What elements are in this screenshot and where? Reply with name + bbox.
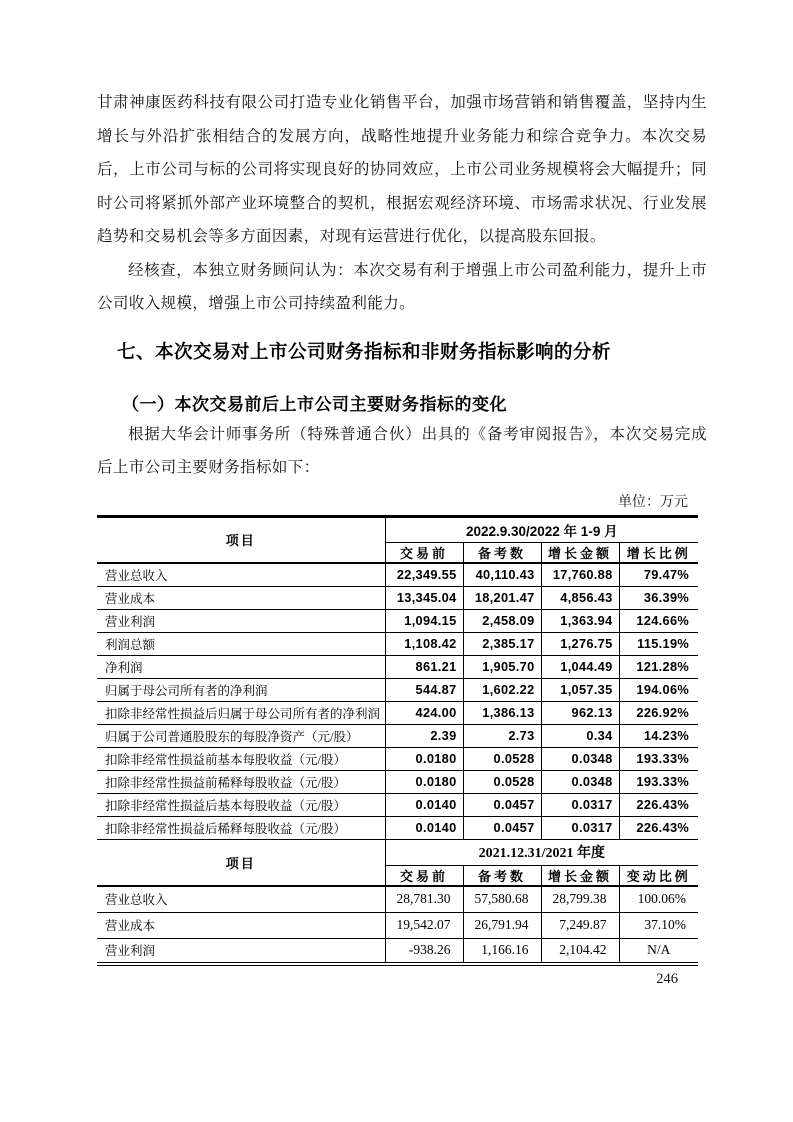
table-row: [97, 586, 698, 609]
cell-value: 37.10%: [619, 912, 698, 938]
cell-value: 18,201.47: [463, 586, 541, 609]
cell-value: 1,363.94: [541, 609, 619, 632]
financial-indicators-table: [97, 515, 698, 967]
unit-label: 单位：万元: [618, 494, 688, 510]
table-header-row: [97, 516, 698, 542]
cell-value: 0.34: [541, 724, 619, 747]
cell-value: 36.39%: [619, 586, 698, 609]
cell-value: 2.73: [463, 724, 541, 747]
cell-value: 226.43%: [619, 793, 698, 816]
cell-value: 14.23%: [619, 724, 698, 747]
row-label: 营业总收入: [97, 563, 385, 586]
cell-value: 121.28%: [619, 655, 698, 678]
column-header: 备考数: [463, 865, 541, 886]
cell-value: 1,166.16: [463, 938, 541, 964]
row-label: 营业利润: [105, 944, 156, 959]
row-label: 扣除非经常性损益前基本每股收益（元/股）: [97, 747, 385, 770]
cell-value: 0.0528: [463, 770, 541, 793]
cell-value: 193.33%: [619, 747, 698, 770]
cell-value: -938.26: [385, 938, 463, 964]
cell-value: 0.0348: [541, 770, 619, 793]
cell-value: 1,602.22: [463, 678, 541, 701]
cell-value: 1,044.49: [541, 655, 619, 678]
row-label: 扣除非经常性损益后归属于母公司所有者的净利润: [97, 701, 385, 724]
cell-value: 1,094.15: [385, 609, 463, 632]
cell-value: 2,385.17: [463, 632, 541, 655]
cell-value: 2,458.09: [463, 609, 541, 632]
table-row: [97, 912, 698, 938]
cell-value: 0.0317: [541, 816, 619, 839]
row-label: 营业成本: [97, 586, 385, 609]
cell-value: 4,856.43: [541, 586, 619, 609]
cell-value: 0.0348: [541, 747, 619, 770]
table-row: [97, 886, 698, 912]
column-header: 交易前: [385, 865, 463, 886]
cell-value: 28,799.38: [541, 886, 619, 912]
table-row: [97, 793, 698, 816]
paragraph-table-intro: 根据大华会计师事务所（特殊普通合伙）出具的《备考审阅报告》，本次交易完成后上市公司主要财务指标如下：: [97, 425, 707, 476]
column-header: 增长金额: [541, 865, 619, 886]
cell-value: 100.06%: [619, 886, 698, 912]
cell-value: 1,108.42: [385, 632, 463, 655]
cell-value: 124.66%: [619, 609, 698, 632]
cell-value: 26,791.94: [463, 912, 541, 938]
row-label: 归属于公司普通股股东的每股净资产（元/股）: [97, 724, 385, 747]
cell-value: 7,249.87: [541, 912, 619, 938]
period-header: 2022.9.30/2022 年 1-9 月: [385, 516, 698, 542]
table-row: [97, 938, 698, 964]
table-row: [97, 678, 698, 701]
cell-value: 962.13: [541, 701, 619, 724]
cell-value: 0.0457: [463, 816, 541, 839]
cell-value: 193.33%: [619, 770, 698, 793]
cell-value: 40,110.43: [463, 563, 541, 586]
table-row: [97, 655, 698, 678]
cell-value: 0.0528: [463, 747, 541, 770]
row-label: 扣除非经常性损益后基本每股收益（元/股）: [97, 793, 385, 816]
column-header: 变动比例: [619, 865, 698, 886]
section-heading: 七、本次交易对上市公司财务指标和非财务指标影响的分析: [117, 340, 612, 362]
period-header: 2021.12.31/2021 年度: [385, 839, 698, 865]
page-number: 246: [656, 971, 678, 987]
row-label: 扣除非经常性损益后稀释每股收益（元/股）: [97, 816, 385, 839]
cell-value: 0.0457: [463, 793, 541, 816]
column-header: 增长比例: [619, 542, 698, 563]
cell-value: 79.47%: [619, 563, 698, 586]
cell-value: 424.00: [385, 701, 463, 724]
page-content: [97, 0, 707, 988]
cell-value: N/A: [619, 938, 698, 964]
cell-value: 13,345.04: [385, 586, 463, 609]
cell-value: 22,349.55: [385, 563, 463, 586]
cell-value: 226.92%: [619, 701, 698, 724]
table-row: [97, 747, 698, 770]
cell-value: 57,580.68: [463, 886, 541, 912]
cell-value: 861.21: [385, 655, 463, 678]
cell-value: 1,905.70: [463, 655, 541, 678]
paragraph-continuation: 甘肃神康医药科技有限公司打造专业化销售平台，加强市场营销和销售覆盖，坚持内生增长与外沿扩张相结合的发展方向，战略性地提升业务能力和综合竞争力。本次交易后，上市公司与标的公司将实现良好的协同效应，上市公司业务规模将会大幅提升；同时公司将紧抓外部产业环境整合的契机，根据宏观经济环境、市场需求状况、行业发展趋势和交易机会等多方面因素，对现有运营进行优化，以提高股东回报。: [97, 94, 707, 245]
cell-value: 2,104.42: [541, 938, 619, 964]
cell-value: 544.87: [385, 678, 463, 701]
cell-value: 115.19%: [619, 632, 698, 655]
row-label: 净利润: [97, 655, 385, 678]
cell-value: 2.39: [385, 724, 463, 747]
table-row: [97, 563, 698, 586]
column-header: 增长金额: [541, 542, 619, 563]
row-label: 归属于母公司所有者的净利润: [97, 678, 385, 701]
item-column-header: 项目: [97, 839, 385, 886]
table-row: [97, 816, 698, 839]
cell-value: 0.0317: [541, 793, 619, 816]
cell-value: 0.0140: [385, 793, 463, 816]
paragraph-conclusion: 经核查，本独立财务顾问认为：本次交易有利于增强上市公司盈利能力，提升上市公司收入规模，增强上市公司持续盈利能力。: [97, 261, 707, 312]
cell-value: 0.0140: [385, 816, 463, 839]
cell-value: 194.06%: [619, 678, 698, 701]
cell-value: 0.0180: [385, 747, 463, 770]
column-header: 交易前: [385, 542, 463, 563]
table-row: [97, 724, 698, 747]
cell-value: 17,760.88: [541, 563, 619, 586]
row-label: 营业总收入: [97, 886, 385, 912]
table-row: [97, 770, 698, 793]
cell-value: 226.43%: [619, 816, 698, 839]
row-label: 营业利润: [97, 609, 385, 632]
table-row: [97, 632, 698, 655]
cell-value: 0.0180: [385, 770, 463, 793]
cell-value: 28,781.30: [385, 886, 463, 912]
table-row: [97, 701, 698, 724]
column-header: 备考数: [463, 542, 541, 563]
cell-value: 1,276.75: [541, 632, 619, 655]
row-label: 扣除非经常性损益前稀释每股收益（元/股）: [97, 770, 385, 793]
cell-value: 1,057.35: [541, 678, 619, 701]
table-header-row: [97, 839, 698, 865]
cell-value: 1,386.13: [463, 701, 541, 724]
subsection-heading: （一）本次交易前后上市公司主要财务指标的变化: [122, 394, 507, 414]
table-row: [97, 609, 698, 632]
item-column-header: 项目: [97, 516, 385, 563]
row-label: 营业成本: [97, 912, 385, 938]
row-label: 利润总额: [97, 632, 385, 655]
cell-value: 19,542.07: [385, 912, 463, 938]
